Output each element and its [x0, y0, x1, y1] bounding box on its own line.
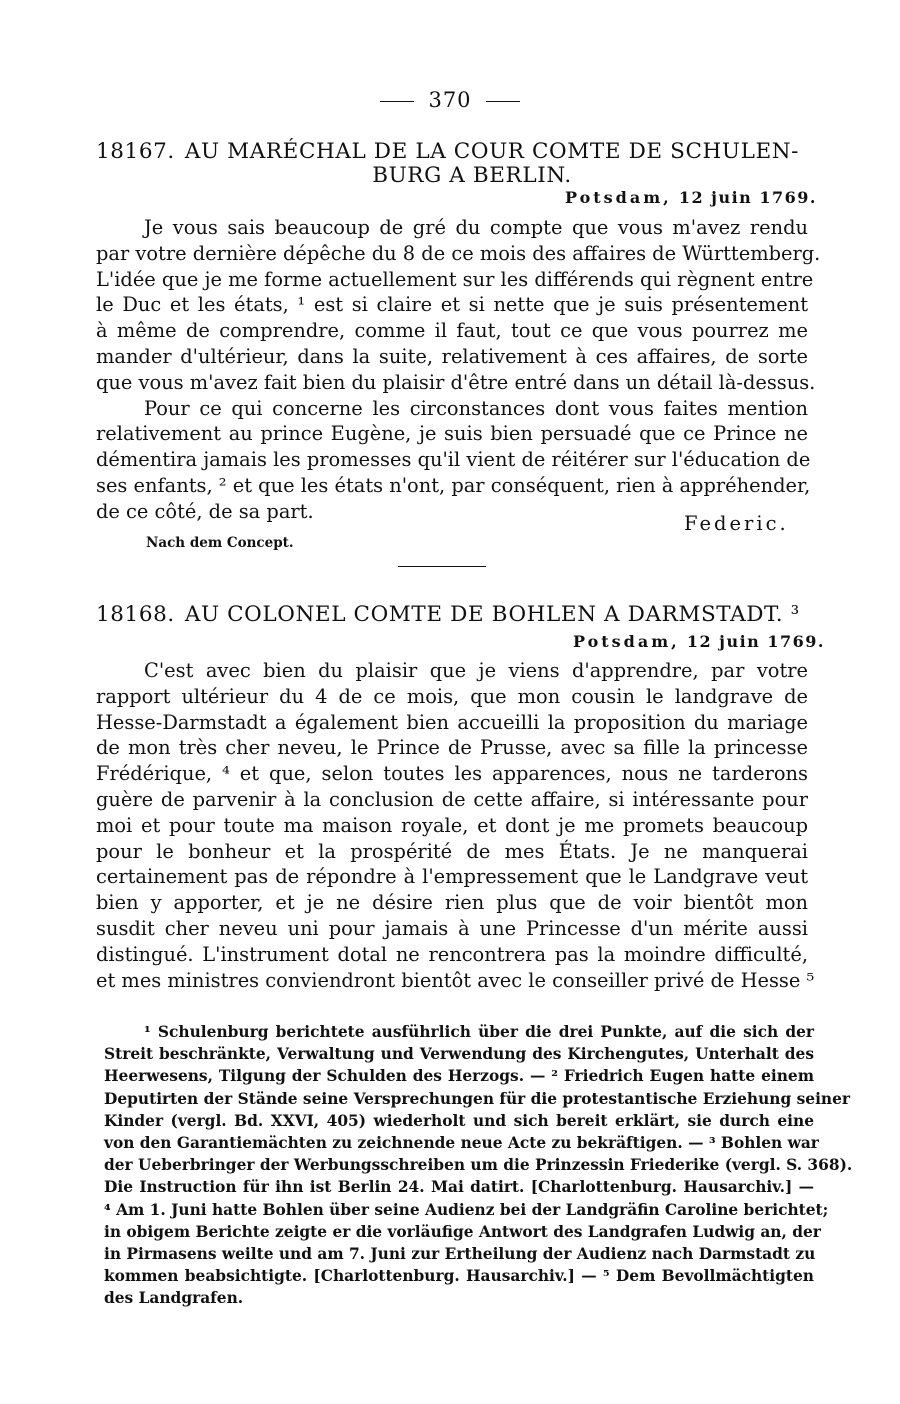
- body-line: de mon très cher neveu, le Prince de Prusse, avec sa fille la princesse: [96, 736, 808, 760]
- body-line: Je vous sais beaucoup de gré du compte que vous m'avez rendu: [144, 216, 808, 239]
- place: Potsdam,: [573, 632, 680, 651]
- heading-line-2: BURG A BERLIN.: [372, 163, 572, 188]
- letter-18168-heading: [96, 603, 808, 627]
- footnote-line: Kinder (vergl. Bd. XXVI, 405) wiederholt und sich bereit erklärt, sie durch eine: [104, 1111, 814, 1130]
- signature: Federic.: [684, 512, 789, 535]
- letter-18167-heading: [96, 140, 808, 188]
- footnote-line: Heerwesens, Tilgung der Schulden des Herzogs. — ² Friedrich Eugen hatte einem: [104, 1067, 814, 1086]
- body-line: rapport ultérieur du 4 de ce mois, que mon cousin le landgrave de: [96, 684, 808, 708]
- body-line: distingué. L'instrument dotal ne rencontrera pas la moindre difficulté,: [96, 942, 808, 966]
- footnote-line: Streit beschränkte, Verwaltung und Verwendung des Kirchengutes, Unterhalt des: [104, 1045, 814, 1064]
- footnote-line: in Pirmasens weilte und am 7. Juni zur Ertheilung der Audienz nach Darmstadt zu: [104, 1245, 816, 1264]
- footnote-line: von den Garantiemächten zu zeichnende neue Acte zu bekräftigen. — ³ Bohlen war: [104, 1134, 819, 1153]
- date: 12 juin 1769.: [678, 188, 817, 207]
- body-line: par votre dernière dépêche du 8 de ce mois des affaires de Württemberg.: [96, 241, 821, 265]
- body-line: susdit cher neveu uni pour jamais à une Princesse d'un mérite aussi: [96, 916, 808, 940]
- dash-right: [486, 101, 520, 102]
- letter-number: 18168.: [96, 602, 175, 627]
- body-line: moi et pour toute ma maison royale, et dont je me promets beaucoup: [96, 813, 808, 837]
- body-line: Frédérique, ⁴ et que, selon toutes les apparences, nous ne tarderons: [96, 762, 808, 786]
- body-line: pour le bonheur et la prospérité de mes États. Je ne manquerai: [96, 839, 808, 863]
- date: 12 juin 1769.: [686, 632, 825, 651]
- body-line: certainement pas de répondre à l'empressement que le Landgrave veut: [96, 865, 808, 889]
- footnote-line: kommen beabsichtigte. [Charlottenburg. Hausarchiv.] — ⁵ Dem Bevollmächtigten: [104, 1267, 814, 1286]
- letter-number: 18167.: [96, 139, 175, 164]
- body-line: que vous m'avez fait bien du plaisir d'être entré dans un détail là-dessus.: [96, 370, 816, 394]
- body-line: bien y apporter, et je ne désire rien plus que de voir bientôt mon: [96, 891, 808, 915]
- footnote-line: ⁴ Am 1. Juni hatte Bohlen über seine Audienz bei der Landgräfin Caroline berichtet;: [104, 1200, 829, 1219]
- body-line: Hesse-Darmstadt a également bien accueilli la proposition du mariage: [96, 710, 808, 734]
- footnote-line: Die Instruction für ihn ist Berlin 24. Mai datirt. [Charlottenburg. Hausarchiv.] —: [104, 1178, 814, 1197]
- body-line: L'idée que je me forme actuellement sur les différends qui règnent entre: [96, 267, 814, 291]
- dash-left: [380, 101, 414, 102]
- heading-line-1: AU MARÉCHAL DE LA COUR COMTE DE SCHULEN-: [184, 139, 800, 164]
- body-line: à même de comprendre, comme il faut, tout ce que vous pourrez me: [96, 319, 808, 343]
- section-divider: [398, 566, 486, 567]
- body-line: C'est avec bien du plaisir que je viens d'apprendre, par votre: [144, 659, 808, 682]
- footnote-line: in obigem Berichte zeigte er die vorläufige Antwort des Landgrafen Ludwig an, der: [104, 1222, 821, 1241]
- body-line: de ce côté, de sa part.: [96, 499, 314, 523]
- place: Potsdam,: [565, 188, 672, 207]
- footnotes: [104, 1021, 853, 1310]
- letter-18167-dateline: [565, 188, 817, 207]
- body-line: relativement au prince Eugène, je suis bien persuadé que ce Prince ne: [96, 422, 808, 446]
- body-line: et mes ministres conviendront bientôt avec le conseiller privé de Hesse ⁵: [96, 968, 815, 992]
- body-line: guère de parvenir à la conclusion de cette affaire, si intéressante pour: [96, 787, 808, 811]
- body-line: ses enfants, ² et que les états n'ont, par conséquent, rien à appréhender,: [96, 473, 811, 497]
- letter-18167-body: [96, 215, 821, 525]
- source-note: Nach dem Concept.: [146, 535, 294, 551]
- letter-18168-body: [96, 658, 815, 993]
- footnote-line: des Landgrafen.: [104, 1289, 244, 1308]
- body-line: démentira jamais les promesses qu'il vient de réitérer sur l'éducation de: [96, 448, 811, 472]
- heading-line-1: AU COLONEL COMTE DE BOHLEN A DARMSTADT. ³: [184, 602, 800, 627]
- footnote-line: ¹ Schulenburg berichtete ausführlich über die drei Punkte, auf die sich der: [144, 1023, 814, 1041]
- footnote-line: Deputirten der Stände seine Versprechungen für die protestantische Erziehung seiner: [104, 1089, 851, 1108]
- footnote-line: der Ueberbringer der Werbungsschreiben um die Prinzessin Friederike (vergl. S. 368).: [104, 1156, 853, 1175]
- letter-18168-dateline: [573, 632, 825, 651]
- page-number-text: 370: [428, 88, 472, 112]
- body-line: mander d'ultérieur, dans la suite, relativement à ces affaires, de sorte: [96, 344, 808, 368]
- body-line: Pour ce qui concerne les circonstances dont vous faites mention: [144, 396, 808, 420]
- page-number: [0, 88, 900, 112]
- body-line: le Duc et les états, ¹ est si claire et si nette que je suis présentement: [96, 293, 808, 317]
